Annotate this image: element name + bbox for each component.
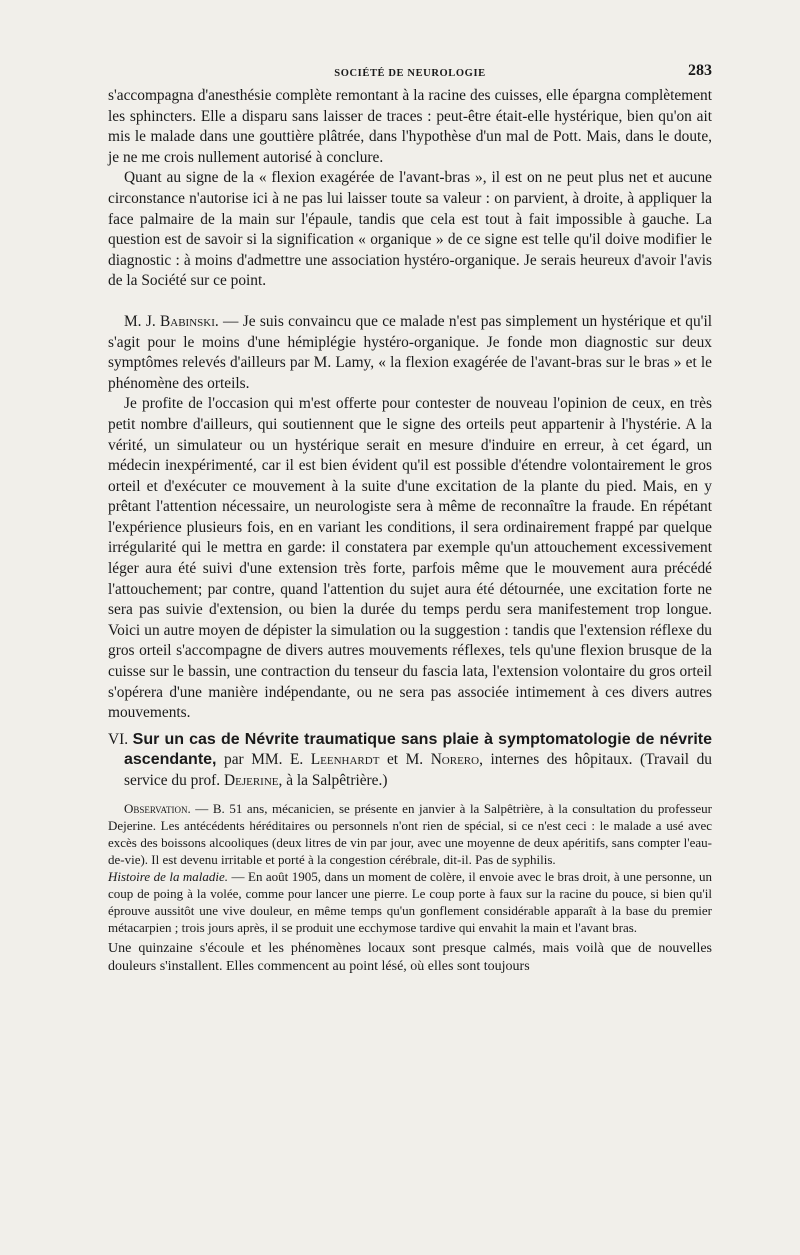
- page-body: [108, 60, 712, 976]
- author-1: E. Leenhardt: [289, 751, 380, 769]
- history-text: — En août 1905, dans un moment de colère, il envoie avec le bras droit, à une personne, un coup de poing à la volée, comme pour lancer une pierre. Le coup porte à faux sur la racine du pouce, si bien qu'il éprouve aussitôt une vive douleur, en même temps qu'un gonflement considérable apparaît à la base du premier métacarpien ; trois jours après, il se produit une ecchymose tardive qui envahit la main et l'avant bras.: [108, 868, 712, 935]
- affiliation: , internes des hôpitaux. (Travail du service du prof.: [124, 751, 712, 789]
- history-paragraph: [108, 868, 712, 936]
- paragraph-3: [108, 312, 712, 394]
- section-heading: [108, 730, 712, 792]
- running-title: SOCIÉTÉ DE NEUROLOGIE: [334, 68, 486, 79]
- section-numeral: VI.: [108, 730, 133, 748]
- paragraph-3-text: — Je suis convaincu que ce malade n'est pas simplement un hystérique et qu'il s'agit pour le moins d'une hémiplégie hystéro-organique. Je fonde mon diagnostic sur deux symptômes relevés d'ailleurs par M. Lamy, « la flexion exagérée de l'avant-bras sur le bras » et le phénomène des orteils.: [108, 312, 712, 392]
- paragraph-1: s'accompagna d'anesthésie complète remontant à la racine des cuisses, elle épargna complètement les sphincters. Elle a disparu sans laisser de traces : peut-être était-elle hystérique, bien qu'on ait mis le malade dans une gouttière plâtrée, dans l'hypothèse d'un mal de Pott. Mais, dans le doute, je ne me crois nullement autorisé à conclure.: [108, 87, 712, 166]
- observation-label: Observation.: [124, 800, 191, 816]
- authors-prefix: par MM.: [216, 751, 290, 769]
- professor-name: Dejerine: [224, 772, 279, 789]
- author-2: Norero: [430, 751, 480, 769]
- page-number: 283: [688, 62, 712, 79]
- last-paragraph: Une quinzaine s'écoule et les phénomènes locaux sont presque calmés, mais voilà que de nouvelles douleurs s'installent. Elles commencent au point lésé, où elles sont toujours: [108, 940, 712, 974]
- authors-and: et M.: [379, 751, 431, 769]
- paragraph-2: Quant au signe de la « flexion exagérée de l'avant-bras », il est on ne peut plus net et aucune circonstance n'autorise ici à ne pas lui laisser toute sa valeur : on parvient, à droite, à appliquer la face palmaire de la main sur l'épaule, tandis que cela est tout à fait impossible à gauche. La question est de savoir si la signification « organique » de ce signe est telle qu'il doive modifier le diagnostic : à moins d'admettre une association hystéro-organique. Je serais heureux d'avoir l'avis de la Société sur ce point.: [108, 169, 712, 290]
- affiliation-end: , à la Salpêtrière.): [278, 772, 388, 789]
- history-label: Histoire de la maladie.: [108, 868, 229, 884]
- observation-text: — B. 51 ans, mécanicien, se présente en janvier à la Salpêtrière, à la consultation du professeur Dejerine. Les antécédents héréditaires ou personnels n'ont rien de spécial, si ce n'est ceci : le malade a usé avec excès des boissons alcooliques (deux litres de vin par jour, avec une moyenne de deux apéritifs, sans compter l'eau-de-vie). Il est devenu irritable et porté à la congestion cérébrale, dit-il. Pas de syphilis.: [108, 800, 712, 867]
- observation-paragraph: [108, 800, 712, 868]
- section-title: Sur un cas de Névrite traumatique sans plaie à symptomatologie de névrite ascendante,: [124, 730, 713, 769]
- speaker-name: M. J. Babinski.: [124, 312, 219, 330]
- paragraph-4: Je profite de l'occasion qui m'est offerte pour contester de nouveau l'opinion de ceux, en très petit nombre d'ailleurs, qui soutiennent que le signe des orteils peut appartenir à l'hystérie. A la vérité, un simulateur ou un hystérique serait en mesure d'induire en erreur, à cet égard, un médecin inexpérimenté, car il est bien évident qu'il est possible d'étendre volontairement le gros orteil et d'exécuter ce mouvement à la suite d'une excitation de la plante du pied. Mais, en y prêtant l'attention nécessaire, un neurologiste sera à même de reconnaître la fraude. En répétant l'expérience plusieurs fois, en en variant les conditions, il sera ordinairement frappé par quelque irrégularité qui le mettra en garde: il constatera par exemple qu'un attouchement excessivement léger aura été suivi d'une extension très forte, parfois même que le mouvement aura précédé l'attouchement; par contre, quand l'attention du sujet aura été détournée, une excitation forte ne sera pas suivie d'extension, ou bien la durée du temps perdu sera manifestement trop longue. Voici un autre moyen de dépister la simulation ou la suggestion : tandis que l'extension réflexe du gros orteil s'accompagne de divers autres mouvements réflexes, tels qu'une flexion brusque de la cuisse sur le bassin, une contraction du tenseur du fascia lata, l'extension volontaire du gros orteil s'opérera d'une manière indépendante, ou ne sera pas associée intimement à ces divers autres mouvements.: [108, 395, 712, 722]
- paragraph-gap: [108, 292, 712, 312]
- running-head: [108, 60, 712, 86]
